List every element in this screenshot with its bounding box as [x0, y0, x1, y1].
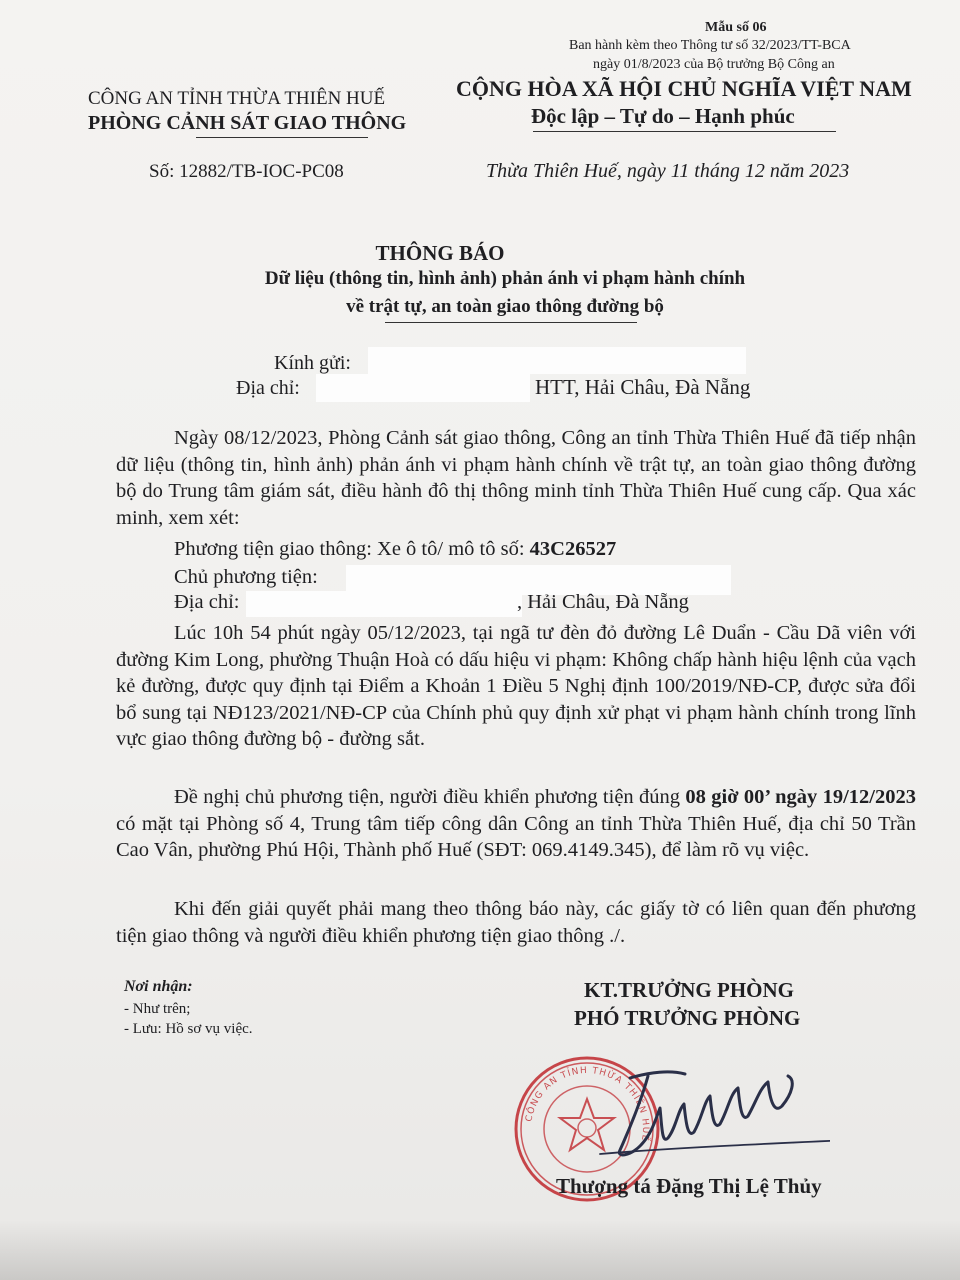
redacted-recipient-address [316, 374, 530, 402]
form-number: Mẫu số 06 [705, 20, 767, 35]
paragraph-violation: Lúc 10h 54 phút ngày 05/12/2023, tại ngã tư đèn đỏ đường Lê Duẩn - Cầu Dã viên với đường Kim Long, phường Thuận Hoà có dấu hiệu vi phạm: Không chấp hành hiệu lệnh của vạch kẻ đường, được quy định tại Điểm a Khoản 1 Điều 5 Nghị định 100/2019/NĐ-CP, được sửa đổi bổ sung tại NĐ123/2021/NĐ-CP của Chính phủ quy định xử phạt vi phạm hành chính trong lĩnh vực giao thông đường bộ - đường sắt. [116, 622, 916, 750]
national-title: CỘNG HÒA XÃ HỘI CHỦ NGHĨA VIỆT NAM [456, 76, 912, 101]
redacted-owner-address [246, 591, 522, 617]
national-motto: Độc lập – Tự do – Hạnh phúc [531, 104, 795, 128]
form-issue-line-2: ngày 01/8/2023 của Bộ trưởng Bộ Công an [593, 57, 835, 72]
signer-name: Thượng tá Đặng Thị Lệ Thủy [556, 1174, 822, 1198]
vehicle-line [174, 538, 616, 561]
recipient-item: - Như trên; [124, 1001, 191, 1017]
agency-name: CÔNG AN TỈNH THỪA THIÊN HUẾ [88, 88, 386, 109]
document-number: Số: 12882/TB-IOC-PC08 [149, 161, 344, 182]
summons-text-end: có mặt tại Phòng số 4, Trung tâm tiếp công dân Công an tỉnh Thừa Thiên Huế, địa chỉ 50 Trần Cao Vân, phường Phú Hội, Thành phố Huế (SĐT: 069.4149.345), để làm rõ vụ việc. [116, 812, 916, 861]
dia-chi-label: Địa chỉ: [236, 377, 300, 399]
signatory-title: KT.TRƯỞNG PHÒNG [584, 978, 794, 1002]
department-underline [196, 137, 368, 138]
owner-address-label: Địa chỉ: [174, 591, 240, 613]
recipients-label: Nơi nhận: [124, 978, 193, 995]
owner-address-visible: , Hải Châu, Đà Nẵng [517, 591, 689, 613]
motto-underline [533, 131, 836, 132]
vehicle-label: Phương tiện giao thông: Xe ô tô/ mô tô số: [174, 538, 525, 560]
department-name: PHÒNG CẢNH SÁT GIAO THÔNG [88, 112, 407, 134]
recipient-item: - Lưu: Hồ sơ vụ việc. [124, 1021, 253, 1037]
subtitle-underline [385, 322, 637, 323]
form-issue-line: Ban hành kèm theo Thông tư số 32/2023/TT-BCA [569, 38, 851, 53]
seal-text: CÔNG AN TỈNH THỪA THIÊN HUẾ [524, 1065, 651, 1143]
photo-shadow [0, 1220, 960, 1280]
owner-label: Chủ phương tiện: [174, 566, 318, 588]
kinh-gui-label: Kính gửi: [274, 352, 351, 374]
paragraph-receipt: Ngày 08/12/2023, Phòng Cảnh sát giao thông, Công an tỉnh Thừa Thiên Huế đã tiếp nhận dữ liệu (thông tin, hình ảnh) phản ánh vi phạm hành chính về trật tự, an toàn giao thông đường bộ do Trung tâm giám sát, điều hành đô thị thông minh tỉnh Thừa Thiên Huế cung cấp. Qua xác minh, xem xét: [116, 427, 916, 529]
document-title: THÔNG BÁO [375, 241, 505, 265]
place-and-date: Thừa Thiên Huế, ngày 11 tháng 12 năm 2023 [486, 160, 850, 182]
document-subtitle-1: Dữ liệu (thông tin, hình ảnh) phản ánh vi phạm hành chính [264, 268, 746, 289]
redacted-recipient-name [368, 347, 746, 374]
document-subtitle-2: về trật tự, an toàn giao thông đường bộ [346, 296, 664, 317]
signatory-position: PHÓ TRƯỞNG PHÒNG [574, 1006, 801, 1030]
handwritten-signature-icon [590, 1058, 830, 1168]
paragraph-summons [116, 784, 916, 864]
summons-text-start: Đề nghị chủ phương tiện, người điều khiển phương tiện đúng [174, 786, 681, 808]
vehicle-plate: 43C26527 [529, 538, 617, 560]
summons-time: 08 giờ 00’ ngày 19/12/2023 [685, 786, 916, 808]
recipient-address-visible: HTT, Hải Châu, Đà Nẵng [535, 375, 751, 399]
paragraph-instructions: Khi đến giải quyết phải mang theo thông báo này, các giấy tờ có liên quan đến phương tiện giao thông và người điều khiển phương tiện giao thông ./. [116, 898, 916, 947]
